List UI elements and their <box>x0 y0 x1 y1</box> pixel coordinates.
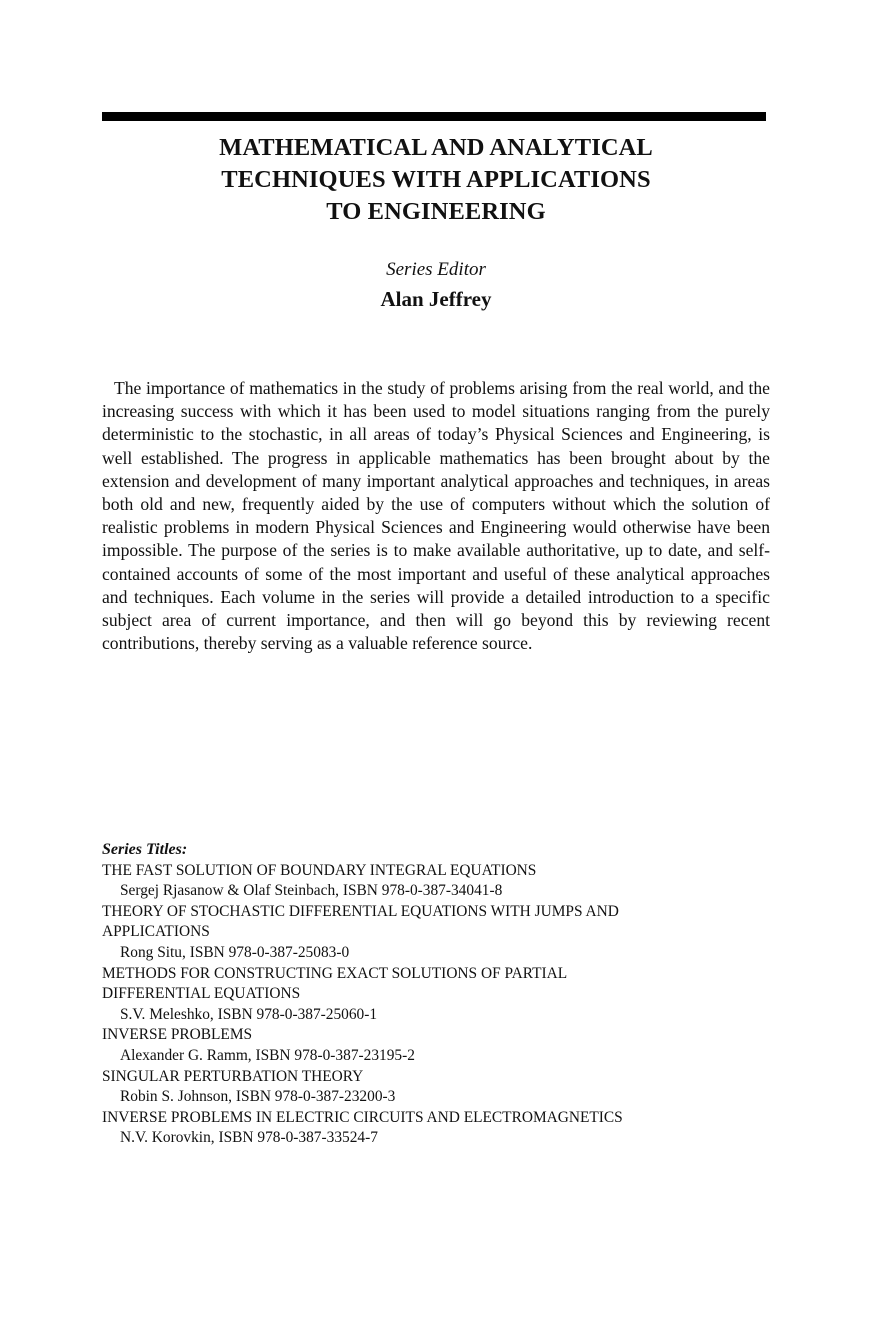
series-description: The importance of mathematics in the study of problems arising from the real world, and the increasing success with which it has been used to model situations ranging from the purely deterministic to the stochastic, in all areas of today’s Physical Sciences and Engineering, is well established. The progress in applicable mathematics has been brought about by the extension and development of many important analytical approaches and techniques, in areas both old and new, frequently aided by the use of computers without which the solution of realistic problems in modern Physical Sciences and Engineering would otherwise have been impossible. The purpose of the series is to make available authoritative, up to date, and self-contained accounts of some of the most important and useful of these analytical approaches and techniques. Each volume in the series will provide a detailed introduction to a specific subject area of current importance, and then will go beyond this by reviewing recent contributions, thereby serving as a valuable reference source. <box>102 378 770 654</box>
book-title-continued: APPLICATIONS <box>102 923 210 941</box>
book-title: INVERSE PROBLEMS IN ELECTRIC CIRCUITS AND ELECTROMAGNETICS <box>102 1108 623 1126</box>
book-title: THE FAST SOLUTION OF BOUNDARY INTEGRAL EQUATIONS <box>102 861 537 879</box>
list-item <box>102 902 770 964</box>
list-item <box>102 964 770 1026</box>
book-byline: Robin S. Johnson, ISBN 978-0-387-23200-3 <box>120 1088 396 1106</box>
book-title: METHODS FOR CONSTRUCTING EXACT SOLUTIONS OF PARTIAL <box>102 964 568 982</box>
series-title <box>102 132 770 228</box>
series-editor-label: Series Editor <box>386 259 486 280</box>
book-byline: Sergej Rjasanow & Olaf Steinbach, ISBN 978-0-387-34041-8 <box>120 882 503 900</box>
book-title: THEORY OF STOCHASTIC DIFFERENTIAL EQUATIONS WITH JUMPS AND <box>102 902 619 920</box>
book-byline: N.V. Korovkin, ISBN 978-0-387-33524-7 <box>120 1129 378 1147</box>
series-title-line: TO ENGINEERING <box>326 198 546 225</box>
book-byline: Alexander G. Ramm, ISBN 978-0-387-23195-2 <box>120 1046 415 1064</box>
series-titles-heading: Series Titles: <box>102 841 188 858</box>
series-title-line: TECHNIQUES WITH APPLICATIONS <box>221 166 651 193</box>
book-title: INVERSE PROBLEMS <box>102 1026 253 1044</box>
list-item <box>102 861 770 902</box>
book-byline: S.V. Meleshko, ISBN 978-0-387-25060-1 <box>120 1005 378 1023</box>
series-editor-name: Alan Jeffrey <box>380 287 492 311</box>
list-item <box>102 1067 770 1108</box>
series-title-line: MATHEMATICAL AND ANALYTICAL <box>219 134 653 161</box>
book-title-continued: DIFFERENTIAL EQUATIONS <box>102 985 301 1003</box>
book-title: SINGULAR PERTURBATION THEORY <box>102 1067 364 1085</box>
list-item <box>102 1025 770 1066</box>
top-rule <box>102 112 766 121</box>
list-item <box>102 1108 770 1149</box>
book-byline: Rong Situ, ISBN 978-0-387-25083-0 <box>120 943 350 961</box>
series-titles-list <box>102 840 770 1149</box>
